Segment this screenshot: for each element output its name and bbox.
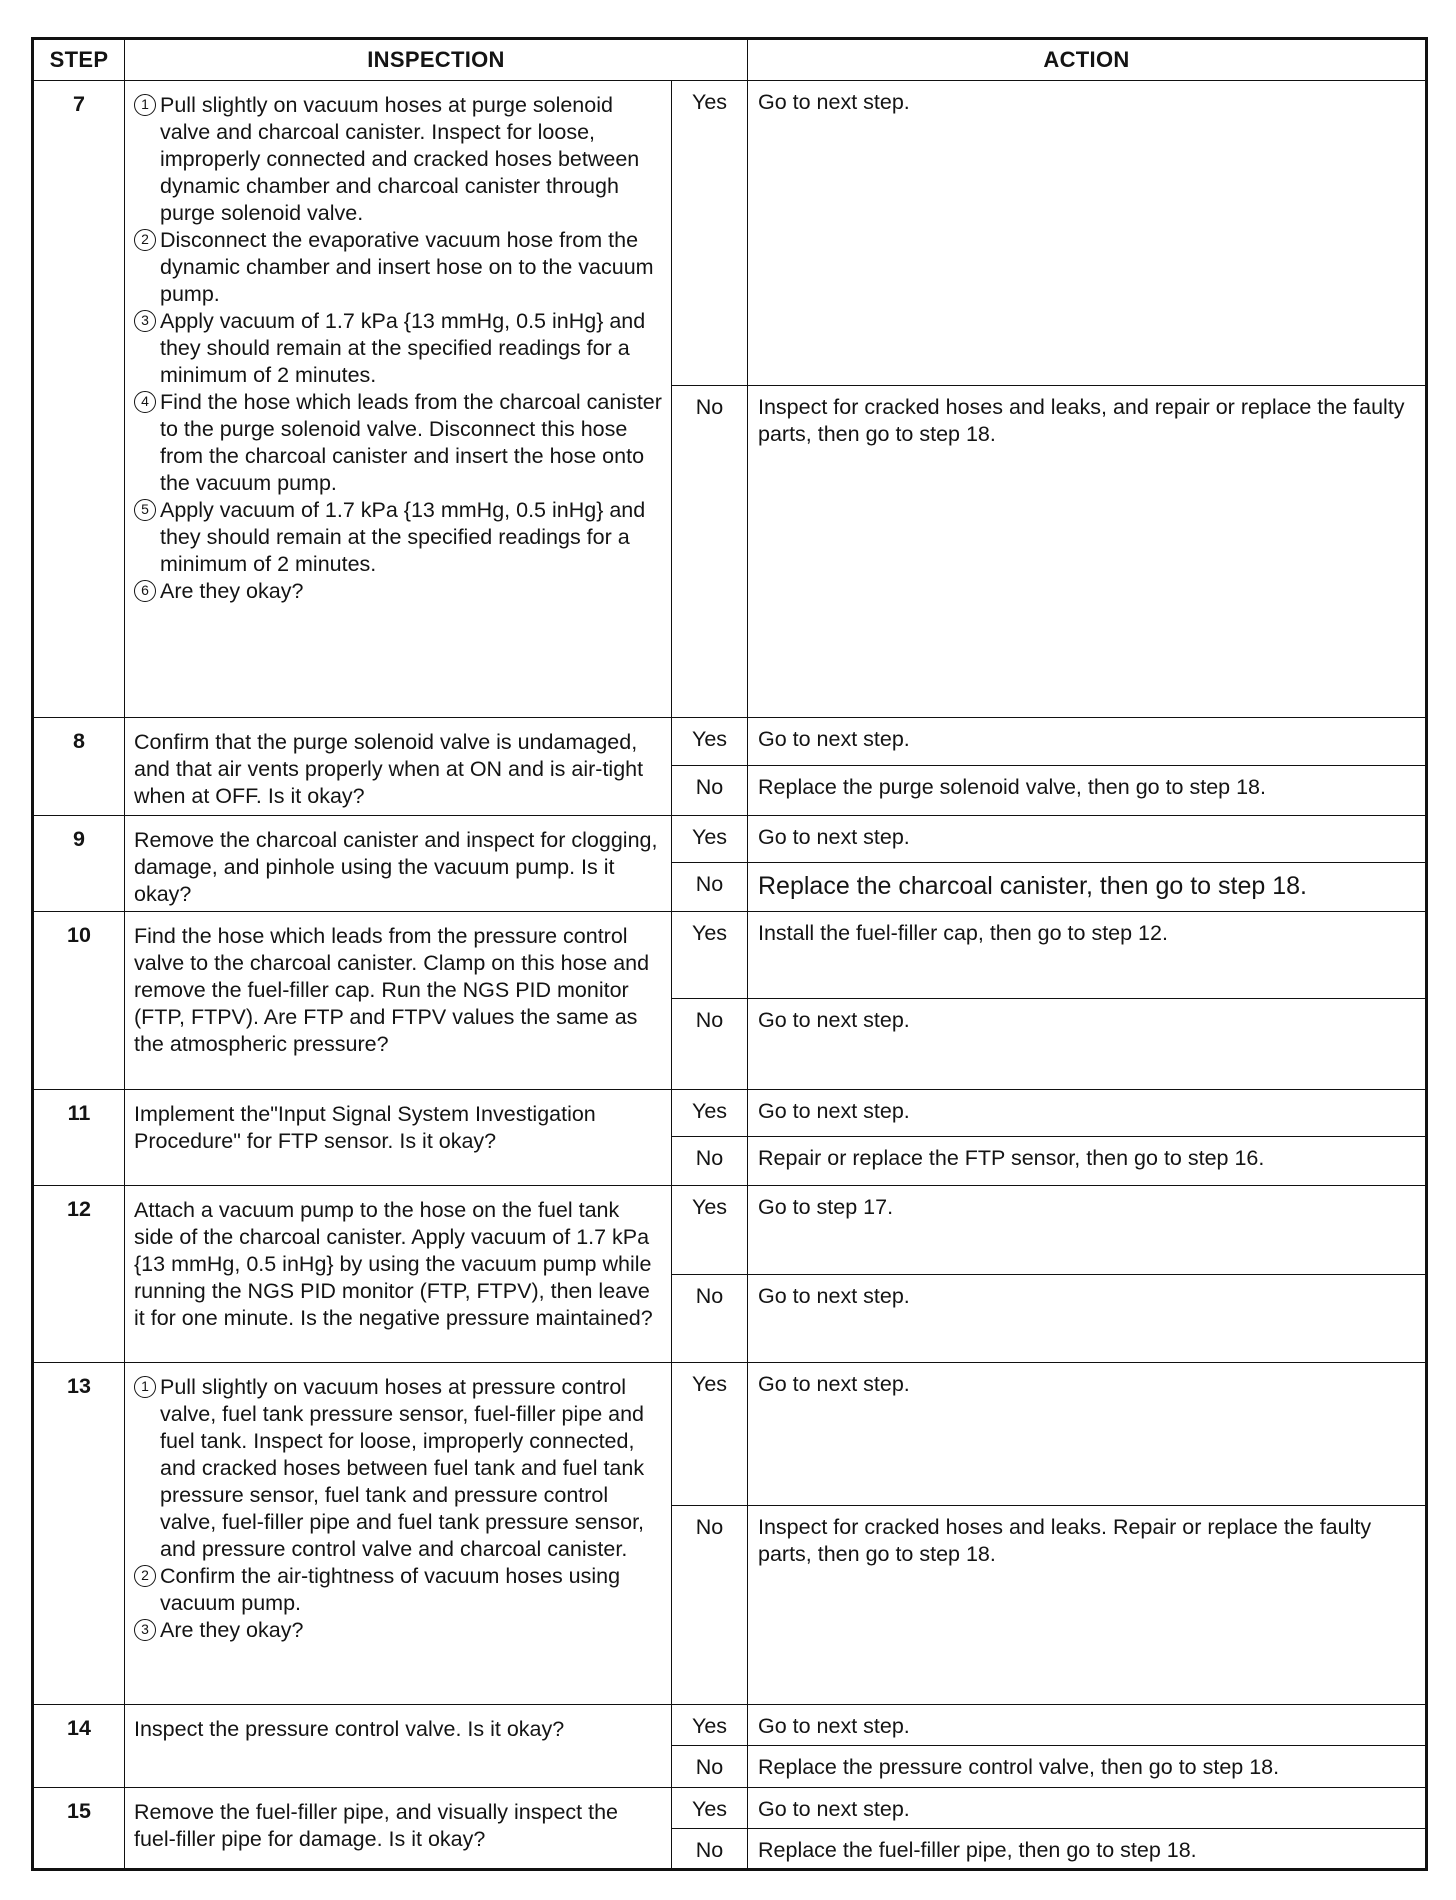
inspection-text: Inspect the pressure control valve. Is it okay? bbox=[125, 1704, 672, 1787]
item-text: Apply vacuum of 1.7 kPa {13 mmHg, 0.5 inHg} and they should remain at the specified readings for a minimum of 2 minutes. bbox=[160, 498, 646, 576]
yes-action: Go to next step. bbox=[748, 1787, 1427, 1828]
step-number: 15 bbox=[33, 1787, 125, 1869]
troubleshooting-sheet bbox=[31, 37, 1425, 1871]
inspection-text: Remove the charcoal canister and inspect for clogging, damage, and pinhole using the vacuum pump. Is it okay? bbox=[125, 815, 672, 911]
step-number: 7 bbox=[33, 81, 125, 718]
table-row bbox=[33, 1787, 1427, 1828]
no-action: Go to next step. bbox=[748, 1274, 1427, 1362]
no-action: Inspect for cracked hoses and leaks. Repair or replace the faulty parts, then go to step 18. bbox=[748, 1506, 1427, 1704]
yes-action: Go to next step. bbox=[748, 1362, 1427, 1505]
item-number: 4 bbox=[134, 391, 156, 413]
yes-label: Yes bbox=[672, 911, 748, 998]
item-number: 2 bbox=[134, 229, 156, 251]
list-item bbox=[134, 578, 663, 605]
step-number: 12 bbox=[33, 1186, 125, 1362]
inspection-text: Find the hose which leads from the pressure control valve to the charcoal canister. Clamp on this hose and remove the fuel-filler cap. Run the NGS PID monitor (FTP, FTPV). Are FTP and FTPV values the same as the atmospheric pressure? bbox=[125, 911, 672, 1089]
item-text: Disconnect the evaporative vacuum hose from the dynamic chamber and insert hose on to the vacuum pump. bbox=[160, 228, 654, 306]
no-label: No bbox=[672, 1745, 748, 1787]
item-text: Pull slightly on vacuum hoses at purge solenoid valve and charcoal canister. Inspect for loose, improperly connected and cracked hoses between dynamic chamber and charcoal canister through purge solenoid valve. bbox=[160, 93, 640, 225]
header-row bbox=[33, 39, 1427, 81]
yes-action: Install the fuel-filler cap, then go to step 12. bbox=[748, 911, 1427, 998]
inspection-table bbox=[31, 37, 1428, 1871]
step-number: 10 bbox=[33, 911, 125, 1089]
list-item bbox=[134, 92, 663, 227]
step-number: 14 bbox=[33, 1704, 125, 1787]
item-number: 3 bbox=[134, 1619, 156, 1641]
list-item bbox=[134, 389, 663, 497]
list-item bbox=[134, 497, 663, 578]
inspection-text: Attach a vacuum pump to the hose on the fuel tank side of the charcoal canister. Apply vacuum of 1.7 kPa {13 mmHg, 0.5 inHg} by using the vacuum pump while running the NGS PID monitor (FTP, FTPV), then leave it for one minute. Is the negative pressure maintained? bbox=[125, 1186, 672, 1362]
no-action: Replace the fuel-filler pipe, then go to step 18. bbox=[748, 1828, 1427, 1869]
inspection-text: Implement the"Input Signal System Investigation Procedure" for FTP sensor. Is it okay? bbox=[125, 1090, 672, 1186]
item-number: 2 bbox=[134, 1565, 156, 1587]
list-item bbox=[134, 1563, 663, 1617]
no-label: No bbox=[672, 385, 748, 718]
yes-label: Yes bbox=[672, 1362, 748, 1505]
no-action: Replace the pressure control valve, then go to step 18. bbox=[748, 1745, 1427, 1787]
inspection-cell bbox=[125, 81, 672, 718]
no-label: No bbox=[672, 999, 748, 1090]
list-item bbox=[134, 1617, 663, 1644]
table-row bbox=[33, 81, 1427, 386]
inspection-text: Remove the fuel-filler pipe, and visually inspect the fuel-filler pipe for damage. Is it okay? bbox=[125, 1787, 672, 1869]
table-row bbox=[33, 1090, 1427, 1137]
item-number: 3 bbox=[134, 310, 156, 332]
no-label: No bbox=[672, 1274, 748, 1362]
yes-action: Go to next step. bbox=[748, 718, 1427, 765]
no-label: No bbox=[672, 862, 748, 911]
item-number: 5 bbox=[134, 499, 156, 521]
yes-action: Go to step 17. bbox=[748, 1186, 1427, 1274]
table-row bbox=[33, 1704, 1427, 1745]
no-label: No bbox=[672, 765, 748, 815]
list-item bbox=[134, 1374, 663, 1563]
no-label: No bbox=[672, 1137, 748, 1186]
table-row bbox=[33, 815, 1427, 862]
no-action: Go to next step. bbox=[748, 999, 1427, 1090]
item-number: 6 bbox=[134, 580, 156, 602]
table-row bbox=[33, 1362, 1427, 1505]
no-label: No bbox=[672, 1828, 748, 1869]
item-number: 1 bbox=[134, 94, 156, 116]
item-text: Apply vacuum of 1.7 kPa {13 mmHg, 0.5 inHg} and they should remain at the specified readings for a minimum of 2 minutes. bbox=[160, 309, 646, 387]
item-number: 1 bbox=[134, 1376, 156, 1398]
table-row bbox=[33, 911, 1427, 998]
header-inspection: INSPECTION bbox=[125, 39, 748, 81]
no-label: No bbox=[672, 1506, 748, 1704]
no-action: Inspect for cracked hoses and leaks, and repair or replace the faulty parts, then go to step 18. bbox=[748, 385, 1427, 718]
inspection-cell bbox=[125, 1362, 672, 1704]
yes-label: Yes bbox=[672, 1186, 748, 1274]
yes-action: Go to next step. bbox=[748, 81, 1427, 386]
item-text: Confirm the air-tightness of vacuum hoses using vacuum pump. bbox=[160, 1563, 621, 1615]
no-action: Repair or replace the FTP sensor, then go to step 16. bbox=[748, 1137, 1427, 1186]
list-item bbox=[134, 308, 663, 389]
yes-label: Yes bbox=[672, 1090, 748, 1137]
yes-action: Go to next step. bbox=[748, 1090, 1427, 1137]
table-row bbox=[33, 1186, 1427, 1274]
inspection-procedure-list bbox=[134, 92, 663, 605]
step-number: 11 bbox=[33, 1090, 125, 1186]
item-text: Are they okay? bbox=[160, 1617, 304, 1642]
table-row bbox=[33, 718, 1427, 765]
yes-label: Yes bbox=[672, 1704, 748, 1745]
yes-action: Go to next step. bbox=[748, 815, 1427, 862]
header-action: ACTION bbox=[748, 39, 1427, 81]
yes-label: Yes bbox=[672, 1787, 748, 1828]
item-text: Find the hose which leads from the charcoal canister to the purge solenoid valve. Disconnect this hose from the charcoal canister and insert the hose onto the vacuum pump. bbox=[160, 390, 662, 495]
step-number: 13 bbox=[33, 1362, 125, 1704]
step-number: 9 bbox=[33, 815, 125, 911]
inspection-procedure-list bbox=[134, 1374, 663, 1644]
item-text: Pull slightly on vacuum hoses at pressure control valve, fuel tank pressure sensor, fuel-filler pipe and fuel tank. Inspect for loose, improperly connected, and cracked hoses between fuel tank and fuel tank pressure sensor, fuel tank and pressure control valve, fuel-filler pipe and fuel tank pressure sensor, and pressure control valve and charcoal canister. bbox=[160, 1374, 645, 1561]
header-step: STEP bbox=[33, 39, 125, 81]
yes-action: Go to next step. bbox=[748, 1704, 1427, 1745]
yes-label: Yes bbox=[672, 718, 748, 765]
yes-label: Yes bbox=[672, 815, 748, 862]
list-item bbox=[134, 227, 663, 308]
no-action: Replace the purge solenoid valve, then go to step 18. bbox=[748, 765, 1427, 815]
no-action: Replace the charcoal canister, then go to step 18. bbox=[748, 862, 1427, 911]
step-number: 8 bbox=[33, 718, 125, 815]
yes-label: Yes bbox=[672, 81, 748, 386]
inspection-text: Confirm that the purge solenoid valve is undamaged, and that air vents properly when at ON and is air-tight when at OFF. Is it okay? bbox=[125, 718, 672, 815]
item-text: Are they okay? bbox=[160, 579, 304, 603]
